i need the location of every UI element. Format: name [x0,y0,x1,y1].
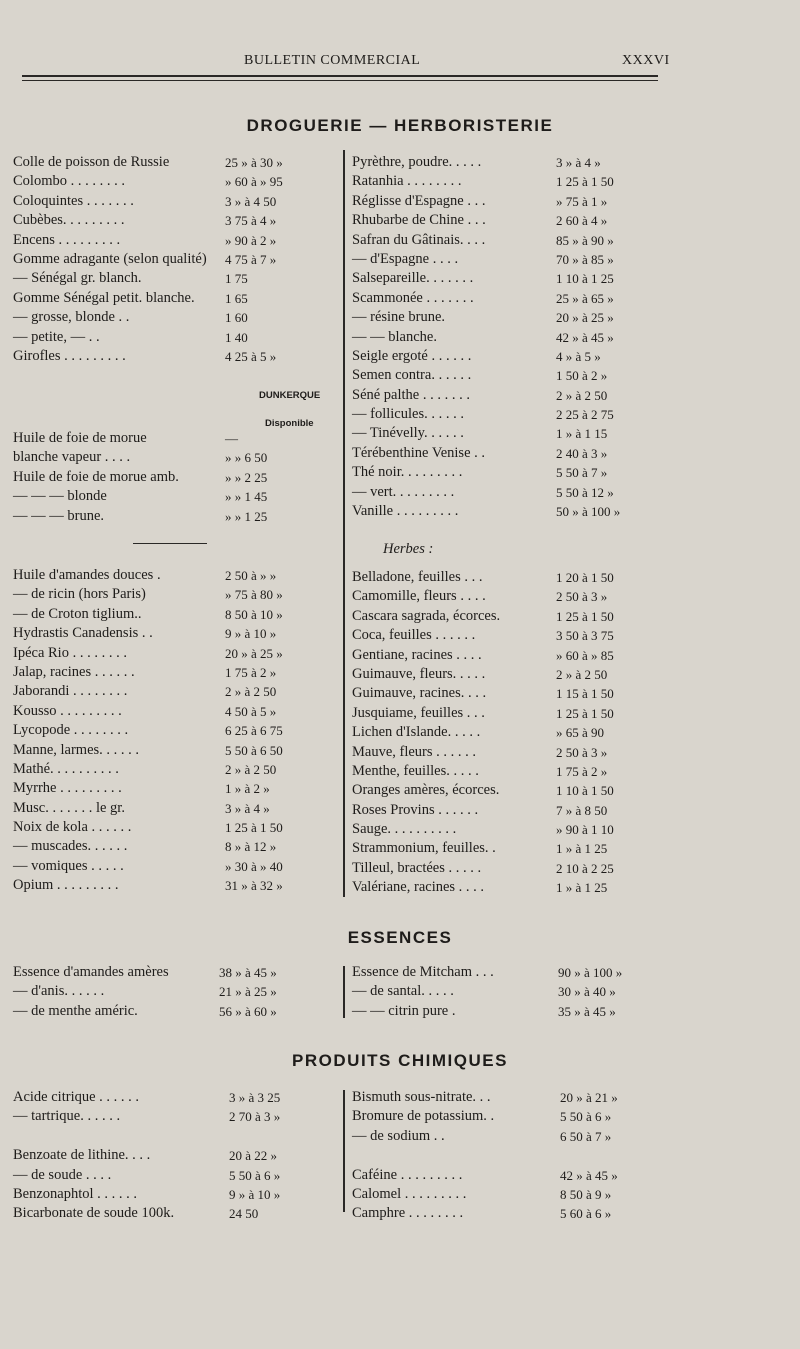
item-name: Seigle ergoté . . . . . . [352,347,472,364]
item-name: blanche vapeur . . . . [13,449,131,466]
item-price: 3 » à 4 » [556,155,601,170]
item-name: Musc. . . . . . . le gr. [13,799,125,816]
divider [133,543,207,544]
item-price: 2 » à 2 50 [556,387,608,403]
list-item [13,1204,333,1223]
list-item [352,386,682,405]
item-price: 90 » à 100 » [558,965,623,980]
item-price: 1 75 à 2 » [225,664,277,680]
item-price: » 90 à 1 10 [556,822,614,838]
item-name: — petite, — . . [13,328,100,345]
list-item [13,487,333,506]
list-item [13,328,333,347]
item-price: 85 » à 90 » [556,232,614,248]
list-item [352,801,682,820]
list-droguerie-right-a [352,153,682,521]
item-price: 3 50 à 3 75 [556,628,614,644]
item-name: Coloquintes . . . . . . . [13,192,134,209]
list-item [352,859,682,878]
item-name: Essence de Mitcham . . . [352,964,494,980]
item-name: Cascara sagrada, écorces. [352,607,501,624]
list-item [13,779,333,798]
item-price: 20 » à 25 » [556,310,614,326]
column-divider [343,150,345,897]
item-name: Kousso . . . . . . . . . [13,702,122,719]
item-price: 2 » à 2 50 [225,684,277,700]
item-price: 5 50 à 6 » [229,1167,281,1183]
list-item [352,1002,682,1021]
herbes-label: Herbes : [383,541,434,557]
item-name: Encens . . . . . . . . . [13,231,121,248]
item-price: 2 25 à 2 75 [556,407,614,423]
item-name: Jalap, racines . . . . . . [13,663,135,680]
list-item [352,704,682,723]
list-item [13,799,333,818]
item-name: Lycopode . . . . . . . . [13,722,129,739]
item-price: 4 » à 5 » [556,348,601,364]
item-name: Caféine . . . . . . . . . [352,1166,463,1183]
item-price: 50 » à 100 » [556,504,621,520]
list-item [352,1127,682,1146]
item-price: 1 50 à 2 » [556,368,608,384]
item-price: 2 » à 2 50 [225,761,277,777]
list-item [352,269,682,288]
list-item [13,468,333,487]
list-item [13,682,333,701]
item-name: Valériane, racines . . . . [352,879,485,896]
list-item [352,684,682,703]
item-name: Calomel . . . . . . . . . [352,1185,467,1202]
item-price: 35 » à 45 » [558,1003,616,1019]
item-price: 3 » à 4 » [225,800,270,816]
list-item [352,1107,682,1126]
item-price: 3 » à 3 25 [229,1090,281,1105]
list-item [13,1185,333,1204]
item-price: 31 » à 32 » [225,878,283,894]
list-item [13,347,333,366]
item-price: 1 25 à 1 50 [225,820,283,836]
item-name: Manne, larmes. . . . . . [13,741,140,758]
item-price: 20 à 22 » [229,1148,278,1164]
header-rule [22,75,658,77]
item-price: 2 10 à 2 25 [556,860,614,876]
list-item [13,269,333,288]
item-price: » 75 à 80 » [225,587,283,603]
item-price: 5 50 à 12 » [556,484,614,500]
list-essences-right [352,963,682,1021]
item-price: 1 » à 1 15 [556,426,608,442]
item-price: 3 » à 4 50 [225,193,277,209]
list-item [352,1146,682,1165]
item-price: 5 50 à 7 » [556,465,608,481]
item-price: » 60 à » 85 [556,647,614,663]
list-item [352,1088,682,1107]
item-name: Benzonaphtol . . . . . . [13,1185,138,1202]
item-name: — vert. . . . . . . . . [352,483,455,500]
item-name: Girofles . . . . . . . . . [13,347,126,364]
list-item [13,605,333,624]
list-item [352,153,682,172]
item-price: » » 6 50 [225,450,268,466]
list-item [352,820,682,839]
list-herbes [352,568,682,898]
list-item [352,347,682,366]
item-name: Bismuth sous-nitrate. . . [352,1089,491,1105]
list-item [352,963,682,982]
item-name: Bicarbonate de soude 100k. [13,1205,175,1222]
item-price: 2 70 à 3 » [229,1109,281,1125]
item-price: 70 » à 85 » [556,251,614,267]
item-price: 42 » à 45 » [560,1167,618,1183]
item-price: — [225,431,238,446]
item-price: » 60 à » 95 [225,174,283,190]
list-item [352,743,682,762]
item-name: Huile d'amandes douces . [13,567,161,583]
item-name: — muscades. . . . . . [13,838,128,855]
list-item [352,626,682,645]
item-name: — tartrique. . . . . . [13,1108,121,1125]
item-price: 1 25 à 1 50 [556,705,614,721]
list-item [352,665,682,684]
list-item [13,153,333,172]
item-price: 25 » à 30 » [225,155,283,170]
item-name: Salsepareille. . . . . . . [352,270,474,287]
item-name: Roses Provins . . . . . . [352,801,479,818]
list-item [13,566,333,585]
list-item [352,250,682,269]
item-name: Vanille . . . . . . . . . [352,503,459,520]
list-item [352,366,682,385]
list-item [352,483,682,502]
list-item [352,1204,682,1223]
item-name: Jusquiame, feuilles . . . [352,704,485,721]
item-price: 56 » à 60 » [219,1003,277,1019]
item-price: 6 50 à 7 » [560,1128,612,1144]
list-item [352,502,682,521]
list-item [352,444,682,463]
list-item [352,424,682,443]
list-item [13,837,333,856]
disponible-label: Disponible [265,418,314,429]
item-name: Mauve, fleurs . . . . . . [352,743,477,760]
item-name: Menthe, feuilles. . . . . [352,762,479,779]
item-price: 1 » à 2 » [225,781,270,797]
list-item [352,568,682,587]
item-name: Scammonée . . . . . . . [352,289,474,306]
item-price: 1 20 à 1 50 [556,570,614,585]
item-name: — résine brune. [352,309,446,326]
item-name: Essence d'amandes amères [13,964,169,980]
list-item [13,211,333,230]
list-item [352,231,682,250]
list-item [13,963,333,982]
list-item [13,741,333,760]
item-price: » 90 à 2 » [225,232,277,248]
item-name: Pyrèthre, poudre. . . . . [352,154,482,170]
item-name: Camphre . . . . . . . . [352,1205,464,1222]
list-item [352,463,682,482]
list-item [13,308,333,327]
list-item [352,211,682,230]
item-name: Bromure de potassium. . [352,1108,495,1125]
item-name: — — citrin pure . [352,1002,456,1019]
item-name: Séné palthe . . . . . . . [352,386,470,403]
item-name: Sauge. . . . . . . . . . [352,821,457,838]
item-price: 1 60 [225,310,248,326]
item-name: — — — blonde [13,488,107,505]
item-name: — d'anis. . . . . . [13,983,105,1000]
list-item [13,818,333,837]
item-price: 7 » à 8 50 [556,802,608,818]
list-item [13,1107,333,1126]
item-name: Coca, feuilles . . . . . . [352,627,476,644]
item-price: 2 50 à » » [225,568,277,583]
item-price: 2 50 à 3 » [556,744,608,760]
list-item [352,328,682,347]
item-name: — — — brune. [13,507,105,524]
item-price: 9 » à 10 » [225,626,277,642]
item-price: » » 2 25 [225,469,268,485]
item-name: Gentiane, racines . . . . [352,646,482,663]
item-name: Mathé. . . . . . . . . . [13,760,119,777]
list-item [352,192,682,211]
item-price: 1 75 [225,271,248,287]
item-price: » 30 à » 40 [225,858,283,874]
list-item [13,721,333,740]
item-price: 38 » à 45 » [219,965,277,980]
item-name: — de soude . . . . [13,1166,112,1183]
item-price: 9 » à 10 » [229,1186,281,1202]
item-price: 1 15 à 1 50 [556,686,614,702]
item-name: — — blanche. [352,328,437,345]
item-price: 4 25 à 5 » [225,348,277,364]
item-name: Huile de foie de morue amb. [13,468,179,485]
list-droguerie-left-b [13,566,333,896]
item-name: Benzoate de lithine. . . . [13,1147,151,1164]
item-price: » 65 à 90 [556,725,605,741]
list-item [13,289,333,308]
item-price: 1 75 à 2 » [556,763,608,779]
item-price: 24 50 [229,1206,259,1222]
item-name: Safran du Gâtinais. . . . [352,231,486,248]
item-name: Lichen d'Islande. . . . . [352,724,481,741]
item-price: 8 50 à 10 » [225,606,283,622]
item-price: 20 » à 25 » [225,645,283,661]
list-item [352,405,682,424]
item-name: — Tinévelly. . . . . . [352,425,464,442]
list-item [352,587,682,606]
list-item [352,1166,682,1185]
item-name: Belladone, feuilles . . . [352,569,483,585]
item-price: 20 » à 21 » [560,1090,618,1105]
list-item [13,1127,333,1146]
item-price: 3 75 à 4 » [225,213,277,229]
item-name: Guimauve, fleurs. . . . . [352,665,486,682]
list-item [13,1146,333,1165]
item-price: 42 » à 45 » [556,329,614,345]
list-item [13,250,333,269]
item-name: Acide citrique . . . . . . [13,1089,140,1105]
item-price: 1 » à 1 25 [556,880,608,896]
list-item [13,448,333,467]
list-item [13,702,333,721]
list-item [13,876,333,895]
item-price: » » 1 25 [225,508,268,524]
item-name: Gomme Sénégal petit. blanche. [13,289,195,306]
item-price: 4 50 à 5 » [225,703,277,719]
list-item [13,507,333,526]
list-essences-left [13,963,333,1021]
list-item [352,839,682,858]
item-name: — d'Espagne . . . . [352,250,459,267]
section-title-essences: ESSENCES [347,928,453,947]
item-name: — de sodium . . [352,1127,445,1144]
item-price: 8 » à 12 » [225,839,277,855]
item-price: 1 10 à 1 25 [556,271,614,287]
header-rule-thin [22,80,658,81]
item-price: 2 50 à 3 » [556,589,608,605]
list-item [352,607,682,626]
item-name: Cubèbes. . . . . . . . . [13,212,125,229]
item-name: — de santal. . . . . [352,983,454,1000]
list-item [13,982,333,1001]
item-name: — grosse, blonde . . [13,309,130,326]
list-item [13,663,333,682]
item-name: Colombo . . . . . . . . [13,173,125,190]
list-huile-foie [13,429,333,526]
section-title-droguerie: DROGUERIE — HERBORISTERIE [246,116,554,135]
list-item [13,585,333,604]
item-name: Rhubarbe de Chine . . . [352,212,486,229]
item-name: Hydrastis Canadensis . . [13,625,153,642]
item-price: 1 10 à 1 50 [556,783,614,799]
column-divider-chimiques [343,1090,345,1212]
item-name: Camomille, fleurs . . . . [352,588,486,605]
item-price: 1 » à 1 25 [556,841,608,857]
list-item [352,1185,682,1204]
item-name: Colle de poisson de Russie [13,154,170,170]
list-item [352,308,682,327]
item-name: — de ricin (hors Paris) [13,586,146,603]
item-name: Oranges amères, écorces. [352,782,500,799]
item-price: 5 60 à 6 » [560,1206,612,1222]
item-name: Réglisse d'Espagne . . . [352,192,486,209]
list-item [352,172,682,191]
list-chimiques-left [13,1088,333,1224]
item-name: Thé noir. . . . . . . . . [352,464,463,481]
list-droguerie-left-a [13,153,333,366]
item-name: — vomiques . . . . . [13,857,124,874]
item-price: 2 40 à 3 » [556,445,608,461]
list-item [13,760,333,779]
section-title-chimiques: PRODUITS CHIMIQUES [292,1051,508,1070]
list-item [352,982,682,1001]
item-name: Jaborandi . . . . . . . . [13,683,128,700]
column-divider-essences [343,966,345,1018]
list-item [13,429,333,448]
running-title: BULLETIN COMMERCIAL [244,53,421,68]
page-number: XXXVI [622,53,670,68]
item-price: 2 » à 2 50 [556,666,608,682]
item-name: — Sénégal gr. blanch. [13,270,142,287]
item-name: Gomme adragante (selon qualité) [13,250,207,267]
list-item [13,644,333,663]
list-item [13,192,333,211]
item-price: 8 50 à 9 » [560,1186,612,1202]
item-price: 1 25 à 1 50 [556,174,614,190]
list-chimiques-right [352,1088,682,1224]
item-price: » 75 à 1 » [556,193,608,209]
list-item [13,231,333,250]
list-item [13,857,333,876]
item-name: Huile de foie de morue [13,430,147,446]
list-item [352,781,682,800]
item-name: — de menthe améric. [13,1002,138,1019]
list-item [352,289,682,308]
item-price: 5 50 à 6 50 [225,742,283,758]
dunkerque-label: DUNKERQUE [259,390,321,401]
item-price: » » 1 45 [225,489,268,505]
item-price: 5 50 à 6 » [560,1109,612,1125]
item-name: Opium . . . . . . . . . [13,877,119,894]
item-name: Noix de kola . . . . . . [13,819,132,836]
list-item [13,624,333,643]
item-price: 25 » à 65 » [556,290,614,306]
item-name: Ratanhia . . . . . . . . [352,173,462,190]
item-name: Semen contra. . . . . . [352,367,472,384]
list-item [13,172,333,191]
item-name: — de Croton tiglium.. [13,605,142,622]
list-item [352,723,682,742]
item-price: 4 75 à 7 » [225,251,277,267]
item-price: 2 60 à 4 » [556,213,608,229]
list-item [13,1088,333,1107]
list-item [13,1002,333,1021]
item-name: Guimauve, racines. . . . [352,685,487,702]
item-name: Térébenthine Venise . . [352,444,486,461]
item-price: 1 40 [225,329,248,345]
item-price: 6 25 à 6 75 [225,723,283,739]
list-item [352,878,682,897]
item-name: — follicules. . . . . . [352,406,464,423]
item-price: 1 25 à 1 50 [556,608,614,624]
item-name: Strammonium, feuilles. . [352,840,496,857]
item-price: 30 » à 40 » [558,984,616,1000]
list-item [352,646,682,665]
item-name: Ipéca Rio . . . . . . . . [13,644,127,661]
item-name: Myrrhe . . . . . . . . . [13,780,122,797]
list-item [352,762,682,781]
item-price: 21 » à 25 » [219,984,277,1000]
list-item [13,1166,333,1185]
item-price: 1 65 [225,290,248,306]
item-name: Tilleul, bractées . . . . . [352,859,482,876]
